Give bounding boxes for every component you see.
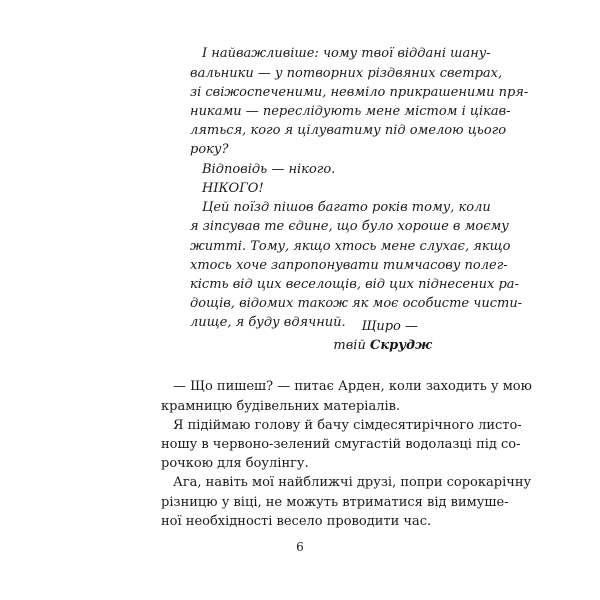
body-line: крамницю будівельних матеріалів. [161, 399, 401, 414]
letter-line: зі свіжоспеченими, невміло прикрашеними пря- [190, 85, 529, 100]
body-line: Я підіймаю голову й бачу сімдесятирічного листо- [173, 418, 522, 433]
letter-line: я зіпсував те єдине, що було хороше в моєму [190, 219, 509, 234]
letter-line: НІКОГО! [202, 181, 264, 196]
letter-line: року? [190, 142, 229, 157]
letter-line: Цей поїзд пішов багато років тому, коли [202, 200, 491, 215]
body-line: різницю у віці, не можуть втриматися від вимуше- [161, 495, 509, 510]
body-line: рочкою для боулінгу. [161, 456, 309, 471]
letter-line: вальники — у потворних різдвяних светрах, [190, 66, 503, 81]
letter-line: ляться, кого я цілуватиму під омелою цього [190, 123, 507, 138]
signature-name: Скрудж [369, 338, 432, 353]
letter-signature [190, 337, 432, 355]
letter-line: лище, я буду вдячний. [190, 315, 346, 330]
signature-prefix: твій [333, 338, 366, 353]
letter-line: кість від цих веселощів, від цих піднесених ра- [190, 277, 519, 292]
body-line: Ага, навіть мої найближчі друзі, попри сорокарічну [173, 475, 532, 490]
letter-line: І найважливіше: чому твої віддані шану- [202, 46, 491, 61]
body-line: — Що пишеш? — питає Арден, коли заходить у мою [173, 379, 532, 394]
letter-line: никами — переслідують мене містом і цікав- [190, 104, 511, 119]
page-number: 6 [296, 540, 304, 554]
letter-line: хтось хоче запропонувати тимчасову полег- [190, 258, 508, 273]
letter-line: дощів, відомих також як моє особисте чисти- [190, 296, 523, 311]
letter-line: житті. Тому, якщо хтось мене слухає, якщо [190, 239, 511, 254]
body-line: ношу в червоно-зелений смугастій водолазці під со- [161, 437, 521, 452]
letter-line: Відповідь — нікого. [202, 162, 336, 177]
body-line: ної необхідності весело проводити час. [161, 514, 432, 529]
letter-closing: Щиро — [361, 319, 418, 334]
